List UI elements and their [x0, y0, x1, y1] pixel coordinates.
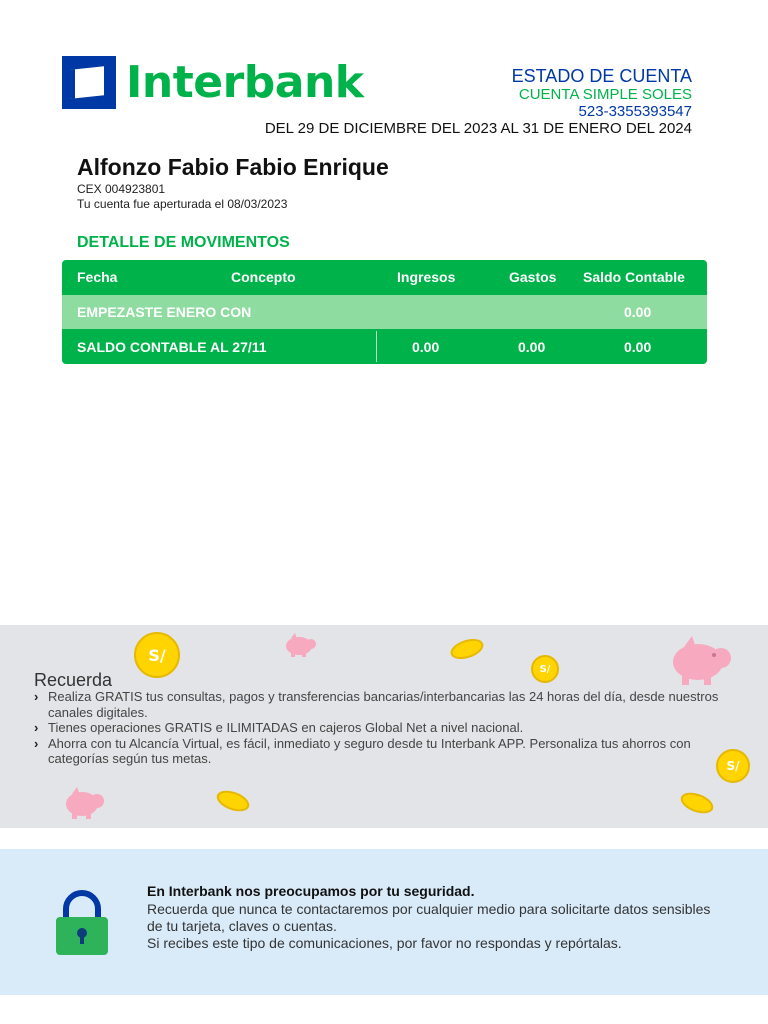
piggy-bank-icon [62, 785, 106, 821]
security-line-2: Si recibes este tipo de comunicaciones, por favor no respondas y repórtalas. [147, 935, 622, 951]
reminder-list [34, 689, 734, 767]
document-title: ESTADO DE CUENTA [511, 66, 692, 86]
table-row-total-balance [62, 329, 707, 364]
padlock-icon [53, 889, 111, 957]
reminder-panel [0, 625, 768, 828]
coin-icon [678, 789, 716, 818]
list-item: › Realiza GRATIS tus consultas, pagos y transferencias bancarias/interbancarias las 24 horas del día, desde nuestros canales digitales. [34, 689, 734, 720]
security-title: En Interbank nos preocupamos por tu seguridad. [147, 883, 475, 899]
table-row-start-balance [62, 295, 707, 329]
coin-icon [214, 787, 252, 816]
security-message [147, 901, 727, 952]
reminder-title: Recuerda [34, 670, 113, 690]
customer-name: Alfonzo Fabio Fabio Enrique [77, 154, 389, 180]
total-ingresos: 0.00 [412, 339, 440, 355]
security-panel [0, 849, 768, 995]
customer-document: CEX 004923801 [77, 182, 166, 196]
piggy-bank-icon [666, 633, 734, 687]
total-balance-label: SALDO CONTABLE AL 27/11 [77, 339, 267, 355]
interbank-logo [62, 56, 364, 109]
list-item: › Tienes operaciones GRATIS e ILIMITADAS en cajeros Global Net a nivel nacional. [34, 720, 734, 736]
column-header-ingresos: Ingresos [397, 269, 456, 285]
statement-period: DEL 29 DE DICIEMBRE DEL 2023 AL 31 DE ENERO DEL 2024 [264, 120, 692, 137]
column-divider [376, 331, 377, 362]
coin-icon: S/ [716, 749, 750, 783]
security-line-1: Recuerda que nunca te contactaremos por cualquier medio para solicitarte datos sensibles de tu tarjeta, claves o cuentas. [147, 901, 711, 934]
list-item: › Ahorra con tu Alcancía Virtual, es fácil, inmediato y seguro desde tu Interbank APP. Personaliza tus ahorros con categorías según tus metas. [34, 736, 734, 767]
total-gastos: 0.00 [518, 339, 546, 355]
table-header [62, 260, 707, 295]
column-header-fecha: Fecha [77, 269, 118, 285]
coin-icon: S/ [134, 632, 180, 678]
account-type: CUENTA SIMPLE SOLES [518, 86, 692, 103]
piggy-bank-icon [282, 631, 318, 659]
coin-icon: S/ [531, 655, 559, 683]
brand-name: Interbank [126, 56, 364, 108]
movements-table [62, 260, 707, 364]
total-saldo: 0.00 [624, 339, 652, 355]
coin-icon [448, 635, 486, 663]
column-header-gastos: Gastos [509, 269, 557, 285]
movements-section-title: DETALLE DE MOVIMENTOS [77, 234, 290, 251]
account-number: 523-3355393547 [578, 103, 692, 120]
column-header-concepto: Concepto [231, 269, 296, 285]
column-header-saldo: Saldo Contable [583, 269, 685, 285]
start-balance-label: EMPEZASTE ENERO CON [77, 304, 252, 320]
account-opened-date: Tu cuenta fue aperturada el 08/03/2023 [77, 197, 288, 211]
interbank-logo-mark [62, 56, 116, 109]
start-balance-saldo: 0.00 [624, 304, 652, 320]
statement-header [512, 66, 692, 120]
